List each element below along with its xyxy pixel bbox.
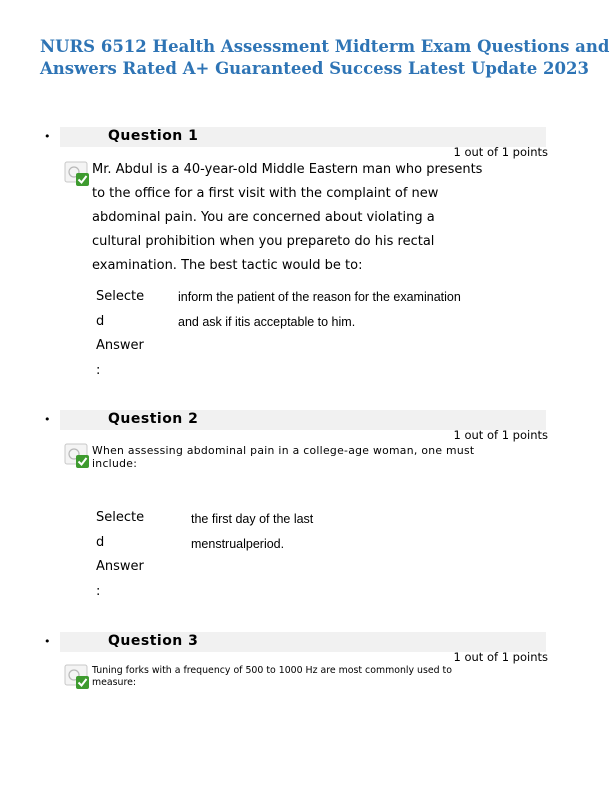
question-title: Question 3 <box>108 633 199 649</box>
correct-check-icon <box>64 161 90 187</box>
title-line-2: Answers Rated A+ Guaranteed Success Latest Update 2023 <box>40 59 589 78</box>
bullet-marker: • <box>44 413 51 426</box>
question-title: Question 1 <box>108 128 199 144</box>
correct-check-icon <box>64 664 90 690</box>
bullet-marker: • <box>44 635 51 648</box>
selected-answer-label: Selecte d Answer : <box>96 510 145 599</box>
question-text: When assessing abdominal pain in a college-age woman, one must include: <box>92 444 475 470</box>
correct-check-icon <box>64 443 90 469</box>
question-points: 1 out of 1 points <box>453 428 548 442</box>
question-points: 1 out of 1 points <box>453 650 548 664</box>
bullet-marker: • <box>44 130 51 143</box>
question-title: Question 2 <box>108 411 199 427</box>
question-text: Mr. Abdul is a 40-year-old Middle Eastern man who presents to the office for a first visit with the complaint of new abdominal pain. You are concerned about violating a cultural prohibition when you prepareto do his rectal examination. The best tactic would be to: <box>92 162 483 273</box>
selected-answer-text: the first day of the last menstrualperiod. <box>191 512 314 551</box>
selected-answer-label: Selecte d Answer : <box>96 289 145 378</box>
selected-answer-text: inform the patient of the reason for the examination and ask if itis acceptable to him. <box>178 290 461 329</box>
document-title <box>40 36 610 80</box>
question-text: Tuning forks with a frequency of 500 to 1000 Hz are most commonly used to measure: <box>92 665 452 688</box>
question-points: 1 out of 1 points <box>453 145 548 159</box>
title-line-1: NURS 6512 Health Assessment Midterm Exam Questions and <box>40 37 610 56</box>
